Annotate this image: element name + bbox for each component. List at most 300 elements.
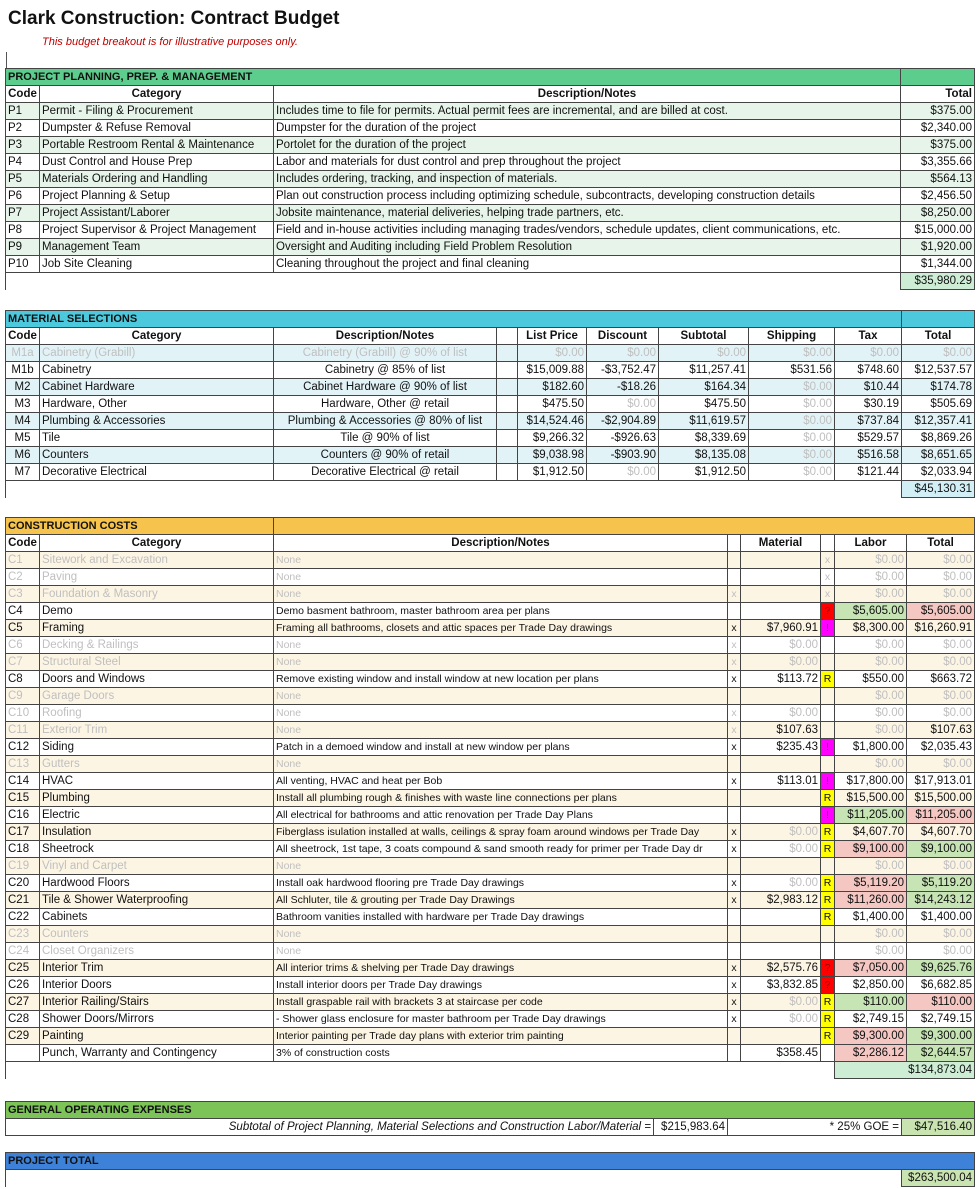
labor-cell: $4,607.70: [835, 824, 907, 841]
table-row: [6, 824, 975, 841]
spacer-cell: [497, 430, 518, 447]
description-cell: Hardware, Other @ retail: [274, 396, 497, 413]
table-row: [6, 188, 975, 205]
discount-cell: $0.00: [587, 345, 659, 362]
flag-cell: R: [821, 892, 835, 909]
description-cell: Install graspable rail with brackets 3 at staircase per code: [274, 994, 728, 1011]
labor-cell: $0.00: [835, 552, 907, 569]
list-price-cell: $1,912.50: [518, 464, 587, 481]
discount-cell: -$3,752.47: [587, 362, 659, 379]
total-cell: $663.72: [907, 671, 975, 688]
category-cell: Hardwood Floors: [40, 875, 274, 892]
material-cell: [741, 569, 821, 586]
mark-cell: x: [728, 892, 741, 909]
discount-cell: -$18.26: [587, 379, 659, 396]
goe-rate-label: * 25% GOE =: [728, 1119, 902, 1136]
table-row: [6, 345, 975, 362]
col-list-price: List Price: [518, 328, 587, 345]
construction-section-total: $134,873.04: [835, 1062, 975, 1079]
description-cell: None: [274, 569, 728, 586]
code-cell: P3: [6, 137, 40, 154]
category-cell: Project Supervisor & Project Management: [40, 222, 274, 239]
total-cell: $2,340.00: [901, 120, 975, 137]
description-cell: All Schluter, tile & grouting per Trade Day Drawings: [274, 892, 728, 909]
mark-cell: [728, 807, 741, 824]
code-cell: P6: [6, 188, 40, 205]
code-cell: C27: [6, 994, 40, 1011]
description-cell: All electrical for bathrooms and attic renovation per Trade Day Plans: [274, 807, 728, 824]
table-row: [6, 671, 975, 688]
material-cell: $3,832.85: [741, 977, 821, 994]
description-cell: Labor and materials for dust control and prep throughout the project: [274, 154, 901, 171]
code-cell: C12: [6, 739, 40, 756]
code-cell: P8: [6, 222, 40, 239]
description-cell: None: [274, 637, 728, 654]
discount-cell: $0.00: [587, 396, 659, 413]
description-cell: Cabinetry (Grabill) @ 90% of list: [274, 345, 497, 362]
flag-cell: [821, 722, 835, 739]
flag-cell: R: [821, 1028, 835, 1045]
category-cell: Project Assistant/Laborer: [40, 205, 274, 222]
mark-cell: x: [728, 722, 741, 739]
flag-cell: !: [821, 739, 835, 756]
description-cell: None: [274, 552, 728, 569]
table-row: [6, 722, 975, 739]
material-cell: $0.00: [741, 637, 821, 654]
category-cell: Permit - Filing & Procurement: [40, 103, 274, 120]
category-cell: Counters: [40, 447, 274, 464]
material-cell: [741, 552, 821, 569]
labor-cell: $11,260.00: [835, 892, 907, 909]
category-cell: HVAC: [40, 773, 274, 790]
labor-cell: $0.00: [835, 688, 907, 705]
table-row: [6, 943, 975, 960]
description-cell: Install all plumbing rough & finishes with waste line connections per plans: [274, 790, 728, 807]
construction-table: [5, 517, 975, 1079]
description-cell: Cabinetry @ 85% of list: [274, 362, 497, 379]
total-cell: $8,250.00: [901, 205, 975, 222]
table-row: [6, 739, 975, 756]
description-cell: Portolet for the duration of the project: [274, 137, 901, 154]
mark-cell: [728, 909, 741, 926]
labor-cell: $0.00: [835, 637, 907, 654]
description-cell: None: [274, 722, 728, 739]
shipping-cell: $0.00: [749, 413, 835, 430]
flag-cell: R: [821, 790, 835, 807]
material-cell: $2,983.12: [741, 892, 821, 909]
code-cell: P9: [6, 239, 40, 256]
material-cell: [741, 688, 821, 705]
flag-cell: R: [821, 909, 835, 926]
category-cell: Project Planning & Setup: [40, 188, 274, 205]
description-cell: Tile @ 90% of list: [274, 430, 497, 447]
table-row: [6, 858, 975, 875]
subtotal-cell: $8,135.08: [659, 447, 749, 464]
category-cell: Shower Doors/Mirrors: [40, 1011, 274, 1028]
table-row: [6, 362, 975, 379]
goe-subtotal-label: Subtotal of Project Planning, Material Selections and Construction Labor/Material =: [6, 1119, 654, 1136]
material-cell: $0.00: [741, 841, 821, 858]
table-row: [6, 909, 975, 926]
flag-cell: ?: [821, 960, 835, 977]
code-cell: C24: [6, 943, 40, 960]
total-cell: $2,035.43: [907, 739, 975, 756]
code-cell: C18: [6, 841, 40, 858]
labor-cell: $5,119.20: [835, 875, 907, 892]
total-cell: $9,100.00: [907, 841, 975, 858]
description-cell: Cabinet Hardware @ 90% of list: [274, 379, 497, 396]
flag-cell: !: [821, 773, 835, 790]
discount-cell: -$926.63: [587, 430, 659, 447]
description-cell: Install oak hardwood flooring pre Trade Day drawings: [274, 875, 728, 892]
description-cell: Cleaning throughout the project and final cleaning: [274, 256, 901, 273]
description-cell: None: [274, 943, 728, 960]
table-row: [6, 103, 975, 120]
total-cell: $2,033.94: [902, 464, 975, 481]
total-cell: $5,119.20: [907, 875, 975, 892]
labor-cell: $1,800.00: [835, 739, 907, 756]
discount-cell: $0.00: [587, 464, 659, 481]
material-cell: $0.00: [741, 1011, 821, 1028]
total-cell: $0.00: [907, 688, 975, 705]
total-cell: $8,651.65: [902, 447, 975, 464]
spacer-cell: [497, 413, 518, 430]
labor-cell: $0.00: [835, 943, 907, 960]
code-cell: C16: [6, 807, 40, 824]
description-cell: Jobsite maintenance, material deliveries, helping trade partners, etc.: [274, 205, 901, 222]
labor-cell: $9,100.00: [835, 841, 907, 858]
subtotal-cell: $11,619.57: [659, 413, 749, 430]
material-cell: $0.00: [741, 875, 821, 892]
total-cell: $0.00: [907, 926, 975, 943]
category-cell: Cabinet Hardware: [40, 379, 274, 396]
description-cell: Bathroom vanities installed with hardware per Trade Day drawings: [274, 909, 728, 926]
table-row: [6, 120, 975, 137]
mark-cell: x: [728, 1011, 741, 1028]
labor-cell: $2,850.00: [835, 977, 907, 994]
tax-cell: $737.84: [835, 413, 902, 430]
code-cell: C11: [6, 722, 40, 739]
code-cell: P10: [6, 256, 40, 273]
category-cell: Painting: [40, 1028, 274, 1045]
tax-cell: $748.60: [835, 362, 902, 379]
material-cell: $0.00: [741, 824, 821, 841]
labor-cell: $0.00: [835, 858, 907, 875]
flag-cell: R: [821, 875, 835, 892]
divider: [6, 52, 7, 68]
table-row: [6, 790, 975, 807]
list-price-cell: $0.00: [518, 345, 587, 362]
table-row: [6, 379, 975, 396]
category-cell: Job Site Cleaning: [40, 256, 274, 273]
table-row: [6, 430, 975, 447]
col-shipping: Shipping: [749, 328, 835, 345]
mark-cell: x: [728, 773, 741, 790]
material-cell: [741, 909, 821, 926]
flag-cell: [821, 705, 835, 722]
code-cell: C1: [6, 552, 40, 569]
labor-cell: $0.00: [835, 586, 907, 603]
category-cell: Foundation & Masonry: [40, 586, 274, 603]
description-cell: None: [274, 688, 728, 705]
description-cell: None: [274, 858, 728, 875]
mark-cell: [728, 858, 741, 875]
total-cell: $107.63: [907, 722, 975, 739]
total-cell: $8,869.26: [902, 430, 975, 447]
description-cell: Includes ordering, tracking, and inspection of materials.: [274, 171, 901, 188]
tax-cell: $30.19: [835, 396, 902, 413]
labor-cell: $550.00: [835, 671, 907, 688]
page-subtitle: This budget breakout is for illustrative purposes only.: [42, 36, 298, 48]
total-cell: $0.00: [902, 345, 975, 362]
total-cell: $174.78: [902, 379, 975, 396]
goe-table: [5, 1101, 975, 1136]
total-cell: $0.00: [907, 858, 975, 875]
labor-cell: $0.00: [835, 569, 907, 586]
mark-cell: [728, 552, 741, 569]
labor-cell: $2,286.12: [835, 1045, 907, 1062]
material-cell: $7,960.91: [741, 620, 821, 637]
shipping-cell: $0.00: [749, 379, 835, 396]
description-cell: Plumbing & Accessories @ 80% of list: [274, 413, 497, 430]
code-cell: M4: [6, 413, 40, 430]
table-row: [6, 413, 975, 430]
category-cell: Decking & Railings: [40, 637, 274, 654]
table-row: [6, 875, 975, 892]
shipping-cell: $0.00: [749, 464, 835, 481]
description-cell: None: [274, 654, 728, 671]
total-cell: $4,607.70: [907, 824, 975, 841]
table-row: [6, 807, 975, 824]
flag-cell: [821, 858, 835, 875]
description-cell: None: [274, 926, 728, 943]
description-cell: 3% of construction costs: [274, 1045, 728, 1062]
col-code: Code: [6, 535, 40, 552]
category-cell: Interior Doors: [40, 977, 274, 994]
code-cell: C22: [6, 909, 40, 926]
labor-cell: $0.00: [835, 926, 907, 943]
flag-cell: [821, 688, 835, 705]
labor-cell: $0.00: [835, 654, 907, 671]
col-category: Category: [40, 86, 274, 103]
mark-cell: x: [728, 875, 741, 892]
total-cell: $11,205.00: [907, 807, 975, 824]
materials-section-header: MATERIAL SELECTIONS: [6, 311, 902, 328]
materials-table: [5, 310, 975, 498]
flag-cell: x: [821, 569, 835, 586]
total-cell: $0.00: [907, 586, 975, 603]
mark-cell: x: [728, 637, 741, 654]
list-price-cell: $9,266.32: [518, 430, 587, 447]
description-cell: Counters @ 90% of retail: [274, 447, 497, 464]
category-cell: Closet Organizers: [40, 943, 274, 960]
planning-section-total: $35,980.29: [901, 273, 975, 290]
category-cell: Decorative Electrical: [40, 464, 274, 481]
table-row: [6, 994, 975, 1011]
labor-cell: $17,800.00: [835, 773, 907, 790]
goe-value: $47,516.40: [902, 1119, 975, 1136]
material-cell: $358.45: [741, 1045, 821, 1062]
flag-cell: [821, 926, 835, 943]
col-labor: Labor: [835, 535, 907, 552]
mark-cell: [728, 943, 741, 960]
total-cell: $1,344.00: [901, 256, 975, 273]
flag-cell: !: [821, 807, 835, 824]
total-cell: $0.00: [907, 552, 975, 569]
category-cell: Cabinetry: [40, 362, 274, 379]
labor-cell: $8,300.00: [835, 620, 907, 637]
code-cell: C20: [6, 875, 40, 892]
code-cell: C5: [6, 620, 40, 637]
description-cell: None: [274, 705, 728, 722]
flag-cell: [821, 1045, 835, 1062]
code-cell: C26: [6, 977, 40, 994]
material-cell: $113.01: [741, 773, 821, 790]
labor-cell: $110.00: [835, 994, 907, 1011]
category-cell: Exterior Trim: [40, 722, 274, 739]
planning-section-header: PROJECT PLANNING, PREP. & MANAGEMENT: [6, 69, 901, 86]
mark-cell: x: [728, 739, 741, 756]
mark-cell: [728, 926, 741, 943]
material-cell: $235.43: [741, 739, 821, 756]
category-cell: Cabinets: [40, 909, 274, 926]
description-cell: Patch in a demoed window and install at new window per plans: [274, 739, 728, 756]
col-total: Total: [907, 535, 975, 552]
material-cell: [741, 1028, 821, 1045]
shipping-cell: $0.00: [749, 396, 835, 413]
category-cell: Tile & Shower Waterproofing: [40, 892, 274, 909]
code-cell: M1a: [6, 345, 40, 362]
table-row: [6, 552, 975, 569]
table-row: [6, 688, 975, 705]
code-cell: P4: [6, 154, 40, 171]
col-desc: Description/Notes: [274, 86, 901, 103]
table-row: [6, 960, 975, 977]
code-cell: C4: [6, 603, 40, 620]
col-subtotal: Subtotal: [659, 328, 749, 345]
list-price-cell: $14,524.46: [518, 413, 587, 430]
col-code: Code: [6, 86, 40, 103]
list-price-cell: $15,009.88: [518, 362, 587, 379]
table-row: [6, 154, 975, 171]
tax-cell: $529.57: [835, 430, 902, 447]
category-cell: Electric: [40, 807, 274, 824]
material-cell: $0.00: [741, 994, 821, 1011]
col-material: Material: [741, 535, 821, 552]
total-cell: $2,749.15: [907, 1011, 975, 1028]
list-price-cell: $475.50: [518, 396, 587, 413]
total-cell: $9,300.00: [907, 1028, 975, 1045]
total-cell: $6,682.85: [907, 977, 975, 994]
category-cell: Garage Doors: [40, 688, 274, 705]
construction-section-header: CONSTRUCTION COSTS: [6, 518, 274, 535]
code-cell: C9: [6, 688, 40, 705]
col-tax: Tax: [835, 328, 902, 345]
code-cell: C6: [6, 637, 40, 654]
table-row: [6, 1028, 975, 1045]
goe-subtotal-value: $215,983.64: [654, 1119, 728, 1136]
shipping-cell: $531.56: [749, 362, 835, 379]
flag-cell: R: [821, 841, 835, 858]
tax-cell: $10.44: [835, 379, 902, 396]
code-cell: C29: [6, 1028, 40, 1045]
description-cell: Demo basment bathroom, master bathroom area per plans: [274, 603, 728, 620]
code-cell: C2: [6, 569, 40, 586]
description-cell: None: [274, 586, 728, 603]
col-code: Code: [6, 328, 40, 345]
planning-table: [5, 68, 975, 290]
description-cell: All venting, HVAC and heat per Bob: [274, 773, 728, 790]
mark-cell: x: [728, 994, 741, 1011]
table-row: [6, 637, 975, 654]
page-title: Clark Construction: Contract Budget: [8, 8, 340, 29]
total-cell: $0.00: [907, 943, 975, 960]
material-cell: [741, 756, 821, 773]
mark-cell: x: [728, 977, 741, 994]
material-cell: [741, 943, 821, 960]
code-cell: P7: [6, 205, 40, 222]
col-discount: Discount: [587, 328, 659, 345]
mark-cell: x: [728, 841, 741, 858]
labor-cell: $0.00: [835, 722, 907, 739]
total-cell: $12,357.41: [902, 413, 975, 430]
code-cell: C15: [6, 790, 40, 807]
mark-cell: [728, 790, 741, 807]
category-cell: Interior Railing/Stairs: [40, 994, 274, 1011]
table-row: [6, 705, 975, 722]
material-cell: [741, 603, 821, 620]
table-row: [6, 620, 975, 637]
spacer-cell: [497, 447, 518, 464]
total-cell: $564.13: [901, 171, 975, 188]
subtotal-cell: $475.50: [659, 396, 749, 413]
description-cell: Remove existing window and install window at new location per plans: [274, 671, 728, 688]
category-cell: Plumbing & Accessories: [40, 413, 274, 430]
code-cell: C7: [6, 654, 40, 671]
code-cell: M3: [6, 396, 40, 413]
shipping-cell: $0.00: [749, 430, 835, 447]
col-category: Category: [40, 328, 274, 345]
col-total: Total: [901, 86, 975, 103]
table-row: [6, 1045, 975, 1062]
category-cell: Tile: [40, 430, 274, 447]
material-cell: $0.00: [741, 705, 821, 722]
project-total-table: [5, 1152, 975, 1187]
tax-cell: $516.58: [835, 447, 902, 464]
labor-cell: $1,400.00: [835, 909, 907, 926]
tax-cell: $0.00: [835, 345, 902, 362]
mark-cell: [728, 1045, 741, 1062]
description-cell: All interior trims & shelving per Trade Day drawings: [274, 960, 728, 977]
code-cell: M5: [6, 430, 40, 447]
total-cell: $0.00: [907, 637, 975, 654]
category-cell: Framing: [40, 620, 274, 637]
material-cell: [741, 807, 821, 824]
total-cell: $3,355.66: [901, 154, 975, 171]
flag-cell: [821, 756, 835, 773]
labor-cell: $15,500.00: [835, 790, 907, 807]
subtotal-cell: $1,912.50: [659, 464, 749, 481]
code-cell: M6: [6, 447, 40, 464]
total-cell: $15,500.00: [907, 790, 975, 807]
col-desc: Description/Notes: [274, 535, 728, 552]
code-cell: C17: [6, 824, 40, 841]
category-cell: Roofing: [40, 705, 274, 722]
material-cell: $0.00: [741, 654, 821, 671]
table-row: [6, 603, 975, 620]
table-row: [6, 569, 975, 586]
total-cell: $0.00: [907, 756, 975, 773]
